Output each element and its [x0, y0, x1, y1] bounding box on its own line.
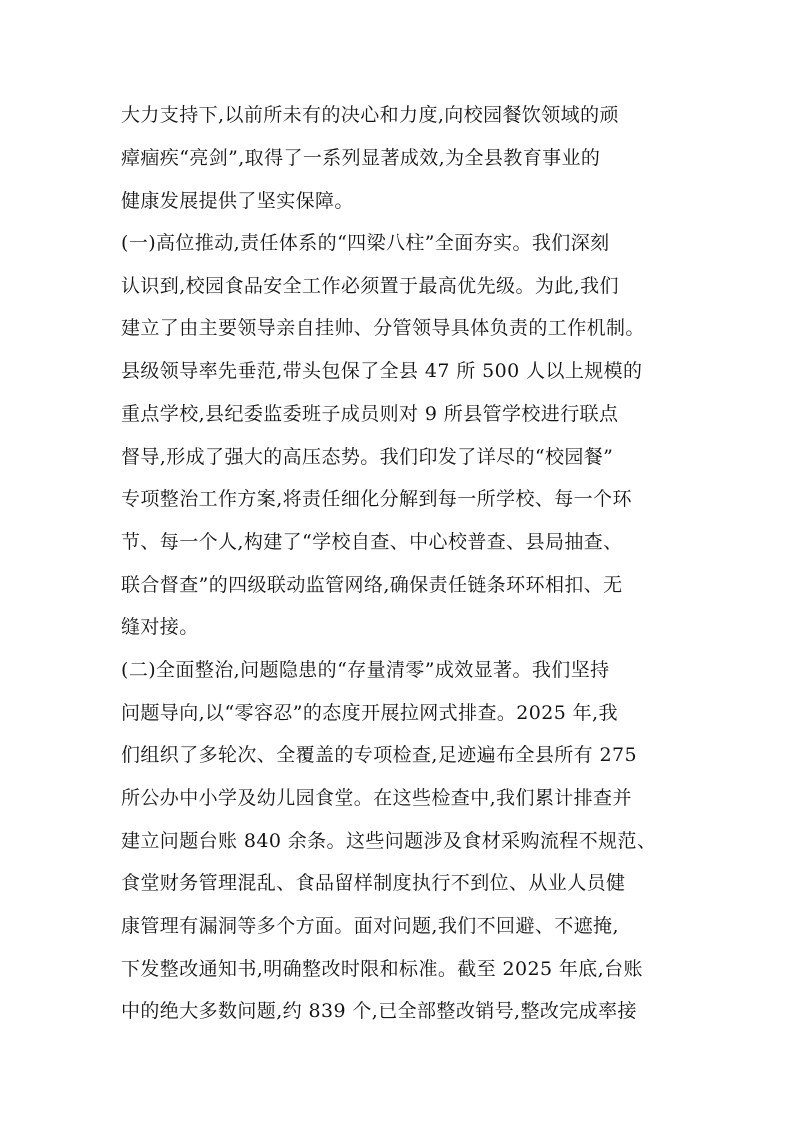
- text-line: 大力支持下,以前所未有的决心和力度,向校园餐饮领域的顽: [121, 104, 619, 126]
- text-line: 瘴痼疾“亮剑”,取得了一系列显著成效,为全县教育事业的: [121, 147, 601, 169]
- text-line: 中的绝大多数问题,约 839 个,已全部整改销号,整改完成率接: [121, 1000, 637, 1022]
- section-heading-line: (二)全面整治,问题隐患的“存量清零”成效显著。我们坚持: [121, 659, 610, 681]
- text-line: 县级领导率先垂范,带头包保了全县 47 所 500 人以上规模的: [121, 360, 643, 382]
- text-line: 问题导向,以“零容忍”的态度开展拉网式排查。2025 年,我: [121, 702, 618, 724]
- text-line: 食堂财务管理混乱、食品留样制度执行不到位、从业人员健: [121, 872, 626, 894]
- text-line: 认识到,校园食品安全工作必须置于最高优先级。为此,我们: [121, 275, 619, 297]
- text-line: 们组织了多轮次、全覆盖的专项检查,足迹遍布全县所有 275: [121, 744, 637, 766]
- section-heading-line: (一)高位推动,责任体系的“四梁八柱”全面夯实。我们深刻: [121, 232, 610, 254]
- text-line: 专项整治工作方案,将责任细化分解到每一所学校、每一个环: [121, 488, 632, 510]
- text-line: 节、每一个人,构建了“学校自查、中心校普查、县局抽查、: [121, 531, 623, 553]
- text-line: 建立了由主要领导亲自挂帅、分管领导具体负责的工作机制。: [121, 317, 645, 339]
- text-line: 下发整改通知书,明确整改时限和标准。截至 2025 年底,台账: [121, 958, 643, 980]
- text-line: 督导,形成了强大的高压态势。我们印发了详尽的“校园餐”: [121, 446, 614, 468]
- text-line: 建立问题台账 840 余条。这些问题涉及食材采购流程不规范、: [121, 830, 657, 852]
- text-line: 所公办中小学及幼儿园食堂。在这些检查中,我们累计排查并: [121, 787, 632, 809]
- text-line: 重点学校,县纪委监委班子成员则对 9 所县管学校进行联点: [121, 403, 619, 425]
- text-line: 康管理有漏洞等多个方面。面对问题,我们不回避、不遮掩,: [121, 915, 619, 937]
- text-line: 健康发展提供了坚实保障。: [121, 190, 354, 212]
- text-line: 缝对接。: [121, 616, 199, 638]
- text-line: 联合督查”的四级联动监管网络,确保责任链条环环相扣、无: [121, 574, 623, 596]
